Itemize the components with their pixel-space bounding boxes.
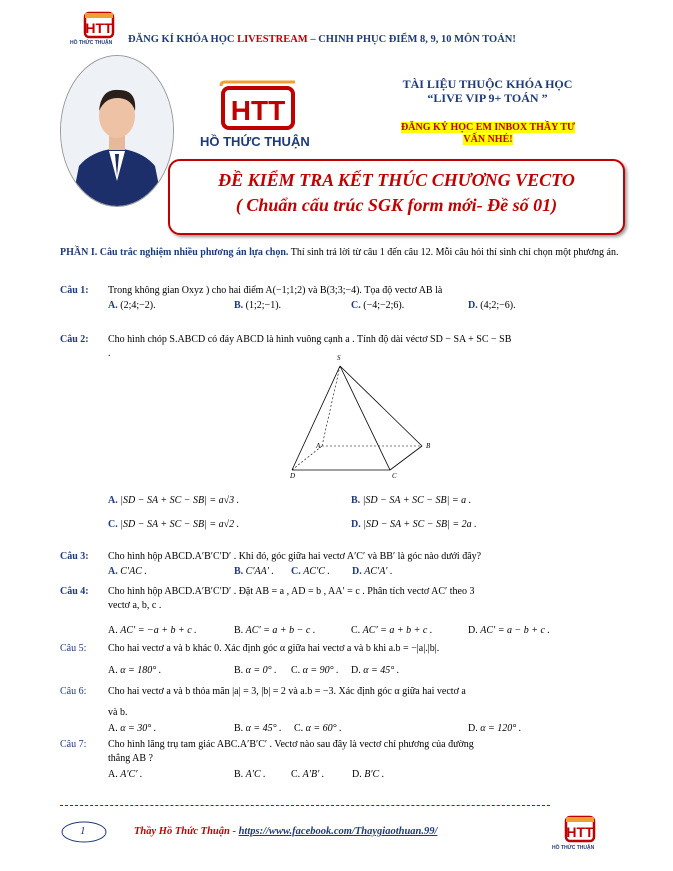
q1-option-b[interactable]: B. (1;2;−1). (234, 300, 282, 311)
page-number-badge (60, 820, 108, 844)
q1-option-d[interactable]: D. (4;2;−6). (468, 300, 516, 311)
footer-divider (60, 805, 550, 806)
q1-option-c[interactable]: C. (−4;−2;6). (351, 300, 405, 311)
q4-option-a[interactable]: A. AC′ = −a + b + c . (108, 625, 197, 636)
q4-option-d[interactable]: D. AC′ = a − b + c . (468, 625, 550, 636)
q3-option-b[interactable]: B. C′AA′ . (234, 566, 274, 577)
page-number: 1 (80, 825, 86, 837)
inbox-note: ĐĂNG KÝ HỌC EM INBOX THẦY TƯ VẤN NHÉ! (401, 122, 575, 145)
pyramid-figure (280, 354, 440, 488)
q7-option-b[interactable]: B. A′C . (234, 769, 266, 780)
htt-logo-footer (563, 814, 597, 844)
q3-option-a[interactable]: A. C′AC . (108, 566, 147, 577)
q6-option-c[interactable]: C. α = 60° . (294, 723, 342, 734)
q2-option-b[interactable]: B. |SD − SA + SC − SB| = a . (351, 495, 472, 506)
label-A: A (316, 442, 321, 450)
q5-option-c[interactable]: C. α = 90° . (291, 665, 339, 676)
question-4-cont: vectơ a, b, c . (108, 600, 162, 611)
q1-option-a[interactable]: A. (2;4;−2). (108, 300, 156, 311)
question-6-cont: và b. (108, 707, 128, 718)
htt-logo-small (82, 10, 116, 40)
question-2: Câu 2: Cho hình chóp S.ABCD có đáy ABCD là hình vuông cạnh a . Tính độ dài véctơ SD − SA + SC − SB (60, 334, 512, 345)
q7-option-d[interactable]: D. B′C . (352, 769, 385, 780)
q6-option-b[interactable]: B. α = 45° . (234, 723, 282, 734)
q2-dot: . (108, 348, 111, 359)
footer-text: Thầy Hồ Thức Thuận - https://www.facebook.com/Thaygiaothuan.99/ (134, 826, 438, 837)
q7-option-a[interactable]: A. A′C′ . (108, 769, 143, 780)
banner-text: ĐĂNG KÍ KHÓA HỌC LIVESTREAM – CHINH PHỤC ĐIỂM 8, 9, 10 MÔN TOÁN! (128, 34, 516, 45)
q5-option-d[interactable]: D. α = 45° . (351, 665, 400, 676)
q2-option-d[interactable]: D. |SD − SA + SC − SB| = 2a . (351, 519, 477, 530)
q5-option-b[interactable]: B. α = 0° . (234, 665, 277, 676)
question-7-cont: thẳng AB ? (108, 753, 153, 764)
question-7: Câu 7: Cho hình lăng trụ tam giác ABC.A′B′C′ . Vectơ nào sau đây là vectơ chỉ phương của đường (60, 739, 474, 750)
label-B: B (426, 442, 431, 450)
brand-caption: HỒ THỨC THUẬN (200, 134, 310, 149)
facebook-link[interactable]: https://www.facebook.com/Thaygiaothuan.99/ (238, 826, 438, 837)
section-intro: PHẦN I. Câu trắc nghiệm nhiều phương án lựa chọn. Thí sinh trả lời từ câu 1 đến câu 12. Mỗi câu hỏi thí sinh chỉ chọn một phương án. (60, 247, 619, 258)
q7-option-c[interactable]: C. A′B′ . (291, 769, 325, 780)
q3-option-d[interactable]: D. AC′A′ . (352, 566, 393, 577)
exam-title: ĐỀ KIỂM TRA KẾT THÚC CHƯƠNG VECTO (218, 170, 575, 190)
q4-option-b[interactable]: B. AC′ = a + b − c . (234, 625, 316, 636)
q2-option-c[interactable]: C. |SD − SA + SC − SB| = a√2 . (108, 519, 240, 530)
exam-title-box (168, 159, 625, 235)
q5-option-a[interactable]: A. α = 180° . (108, 665, 162, 676)
q2-option-a[interactable]: A. |SD − SA + SC − SB| = a√3 . (108, 495, 240, 506)
q6-option-d[interactable]: D. α = 120° . (468, 723, 522, 734)
q6-option-a[interactable]: A. α = 30° . (108, 723, 157, 734)
label-S: S (337, 354, 341, 362)
label-C: C (392, 472, 397, 480)
svg-text:HTT: HTT (566, 824, 594, 840)
logo-caption-small: HỒ THỨC THUẬN (70, 40, 113, 46)
question-5: Câu 5: Cho hai vectơ a và b khác 0. Xác định góc α giữa hai vectơ a và b khi a.b = −|a|.|b|. (60, 643, 440, 654)
question-1: Câu 1: Trong không gian Oxyz ) cho hai điểm A(−1;1;2) và B(3;3;−4). Tọa độ vectơ AB là (60, 285, 443, 296)
question-4: Câu 4: Cho hình hộp ABCD.A′B′C′D′ . Đặt AB = a , AD = b , AA′ = c . Phân tích vectơ AC′ theo 3 (60, 586, 475, 597)
teacher-portrait (60, 55, 174, 207)
label-D: D (290, 472, 296, 480)
question-3: Câu 3: Cho hình hộp ABCD.A′B′C′D′ . Khi đó, góc giữa hai vectơ A′C′ và BB′ là góc nào dưới đây? (60, 551, 482, 562)
htt-logo-large (215, 80, 301, 132)
svg-text:HTT: HTT (85, 20, 113, 36)
svg-text:HTT: HTT (230, 95, 286, 126)
course-info: TÀI LIỆU THUỘC KHÓA HỌC “LIVE VIP 9+ TOÁN ” (402, 77, 573, 105)
question-6: Câu 6: Cho hai vectơ a và b thỏa mãn |a| = 3, |b| = 2 và a.b = −3. Xác định góc α giữa hai vectơ a (60, 686, 466, 697)
logo-caption-footer: HỒ THỨC THUẬN (552, 845, 595, 851)
q3-option-c[interactable]: C. AC′C . (291, 566, 330, 577)
q4-option-c[interactable]: C. AC′ = a + b + c . (351, 625, 433, 636)
exam-subtitle: ( Chuẩn cấu trúc SGK form mới- Đề số 01) (235, 195, 558, 215)
